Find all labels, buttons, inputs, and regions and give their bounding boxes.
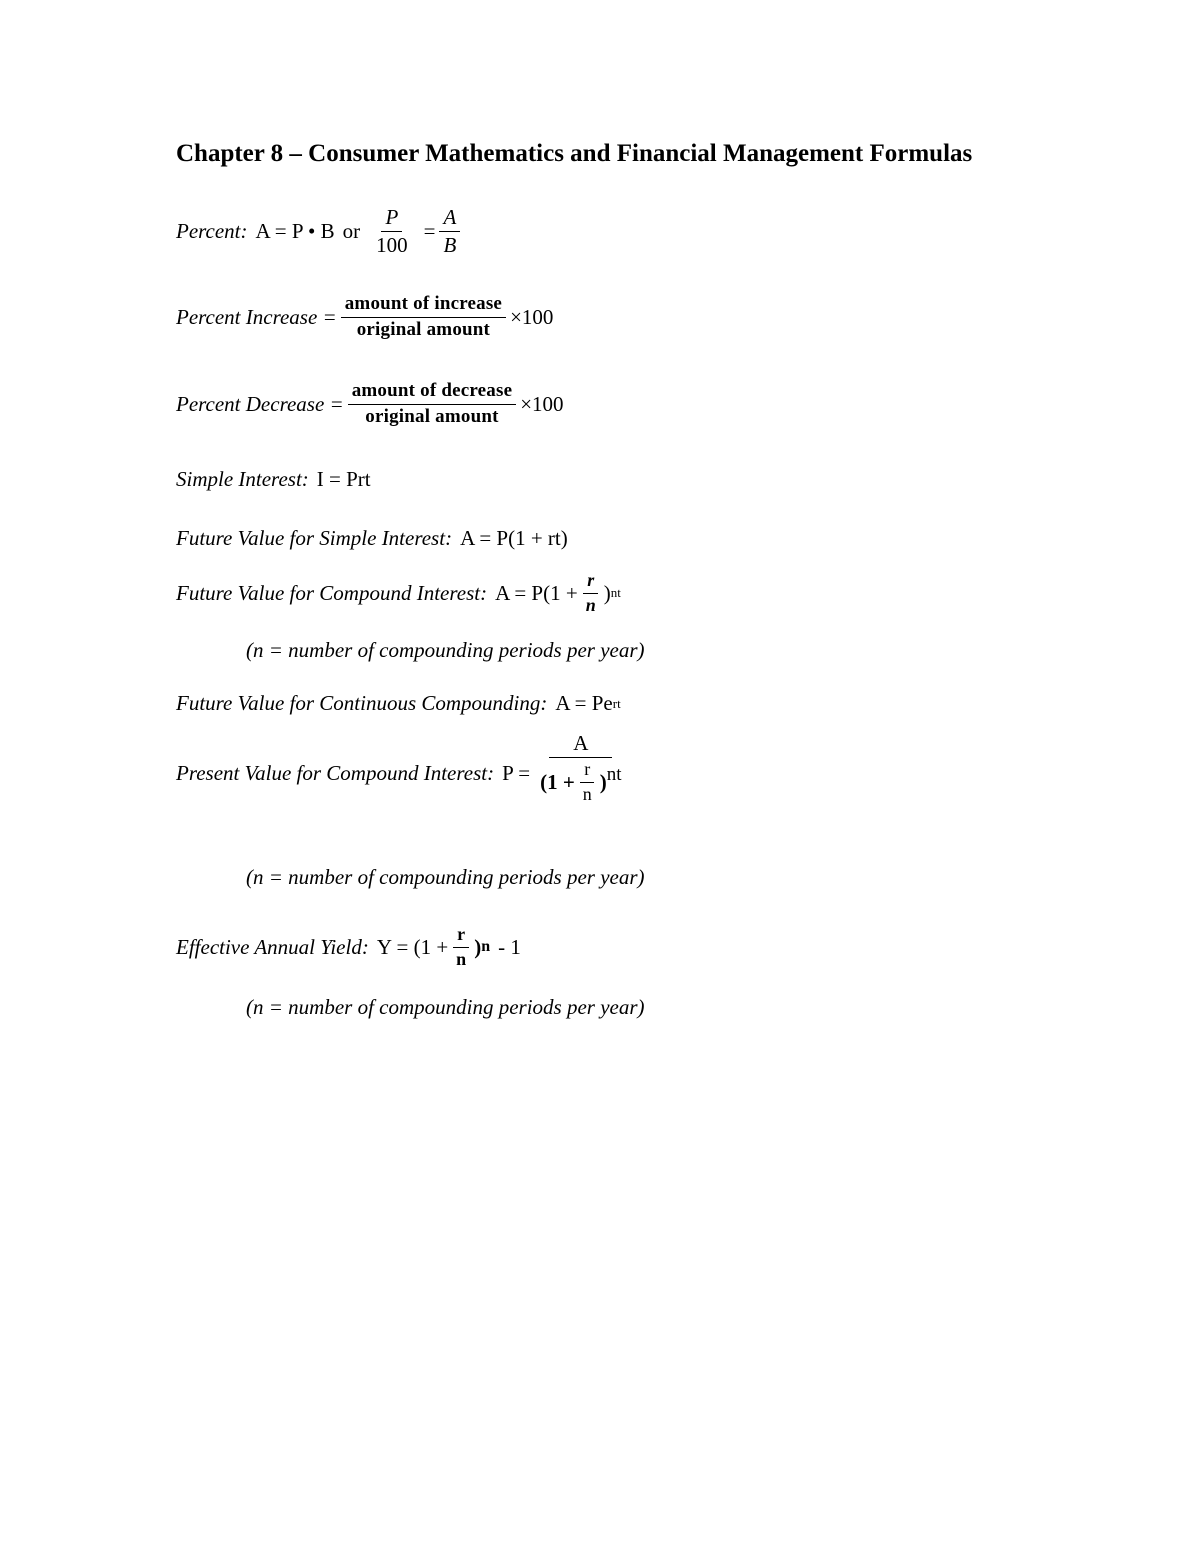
fraction-numerator: amount of increase [341, 294, 506, 318]
percent-expr: A = P • B [255, 219, 335, 244]
formula-fv-compound [176, 571, 621, 616]
pv-den-post: ) [599, 769, 607, 794]
formula-percent [176, 206, 464, 257]
percent-or: or [342, 219, 361, 244]
fraction-denominator: original amount [365, 405, 499, 427]
percent-equals: = [423, 219, 436, 244]
fraction-numerator: A [549, 732, 612, 758]
fraction-numerator: r [453, 925, 469, 948]
note-n-definition-2: (n = number of compounding periods per year) [246, 865, 645, 889]
percent-fraction-2 [439, 206, 460, 257]
fv-compound-exponent: nt [610, 585, 621, 601]
formula-percent-decrease [176, 381, 564, 428]
eay-tail: - 1 [498, 934, 521, 959]
note-n-definition-3: (n = number of compounding periods per year) [246, 995, 645, 1019]
fv-compound-post: ) [603, 580, 611, 605]
fv-continuous-label: Future Value for Continuous Compounding: [176, 691, 548, 715]
eay-fraction [452, 925, 470, 970]
percent-decrease-label: Percent Decrease = [176, 391, 344, 416]
pv-den-exponent: nt [606, 763, 622, 785]
fv-compound-pre: A = P(1 + [495, 580, 578, 605]
inner-denominator: n [582, 783, 592, 804]
fv-simple-expr: A = P(1 + rt) [460, 526, 568, 550]
fraction-denominator: n [456, 948, 467, 969]
pv-compound-fraction [536, 732, 626, 805]
fv-simple-label: Future Value for Simple Interest: [176, 526, 453, 550]
fv-continuous-exponent: rt [612, 695, 621, 711]
percent-decrease-fraction [348, 381, 517, 428]
percent-fraction-1 [372, 206, 412, 257]
note-n-definition-1: (n = number of compounding periods per year) [246, 638, 645, 662]
fraction-denominator: 100 [376, 233, 408, 258]
formula-percent-increase [176, 294, 553, 341]
fraction-denominator [536, 758, 626, 805]
simple-interest-label: Simple Interest: [176, 467, 309, 491]
eay-pre: Y = (1 + [376, 934, 449, 959]
fv-continuous-pre: A = Pe [555, 691, 613, 715]
fraction-numerator: r [583, 571, 598, 594]
fraction-denominator: original amount [356, 318, 491, 340]
fv-compound-fraction [582, 571, 600, 616]
fraction-denominator: B [443, 233, 457, 258]
eay-post: ) [474, 934, 482, 959]
pv-compound-pre: P = [502, 760, 531, 785]
pv-compound-label: Present Value for Compound Interest: [176, 760, 495, 785]
pv-inner-fraction [579, 760, 596, 805]
percent-increase-times: ×100 [510, 304, 554, 329]
fraction-numerator: P [381, 206, 402, 232]
pv-den-pre: (1 + [540, 769, 575, 794]
fraction-denominator: n [585, 594, 596, 615]
formula-effective-annual-yield [176, 925, 521, 970]
formula-pv-compound [176, 732, 630, 805]
percent-decrease-times: ×100 [520, 391, 564, 416]
simple-interest-expr: I = Prt [316, 467, 371, 491]
percent-label: Percent: [176, 219, 248, 244]
inner-numerator: r [580, 760, 594, 783]
formula-fv-simple [176, 526, 568, 551]
fraction-numerator: amount of decrease [348, 381, 517, 405]
fraction-numerator: A [439, 206, 460, 232]
fv-compound-label: Future Value for Compound Interest: [176, 580, 488, 605]
eay-exponent: n [481, 938, 491, 956]
percent-increase-fraction [341, 294, 506, 341]
page-title: Chapter 8 – Consumer Mathematics and Financial Management Formulas [176, 140, 973, 167]
formula-simple-interest [176, 467, 371, 492]
percent-increase-label: Percent Increase = [176, 304, 337, 329]
formula-fv-continuous [176, 691, 621, 716]
eay-label: Effective Annual Yield: [176, 934, 369, 959]
